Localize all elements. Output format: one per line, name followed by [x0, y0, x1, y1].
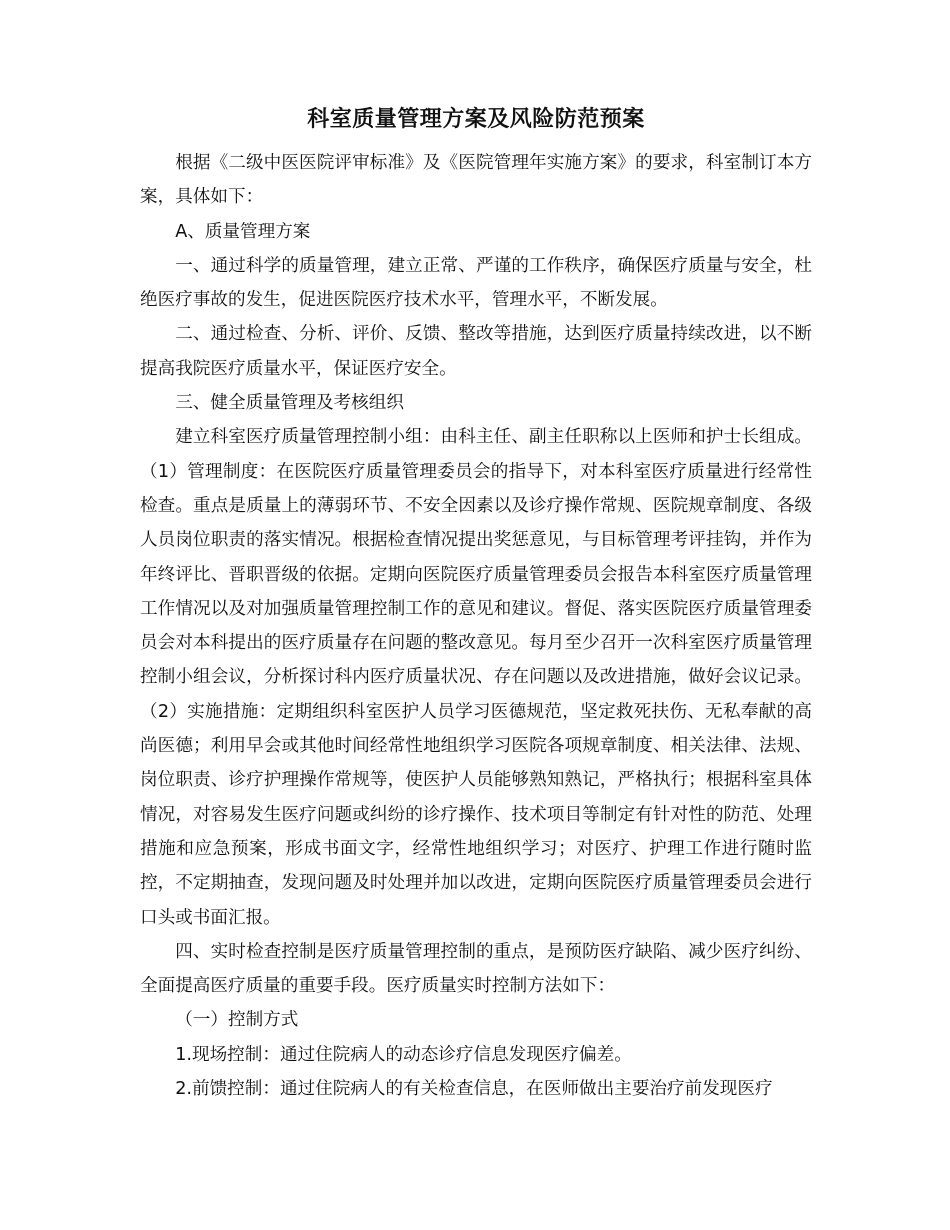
document-body	[140, 146, 812, 1106]
list-item-feedforward-control: 2.前馈控制：通过住院病人的有关检查信息，在医师做出主要治疗前发现医疗	[175, 1079, 773, 1100]
heading-section-3: 三、健全质量管理及考核组织	[175, 393, 404, 414]
heading-control-method: （一）控制方式	[175, 1010, 299, 1031]
paragraph-intro: 根据《二级中医医院评审标准》及《医院管理年实施方案》的要求，科室制订本方案，具体如下：	[140, 153, 812, 208]
paragraph-section-1: 一、通过科学的质量管理，建立正常、严谨的工作秩序，确保医疗质量与安全，杜绝医疗事故的发生，促进医院医疗技术水平，管理水平，不断发展。	[140, 255, 812, 311]
paragraph-section-2: 二、通过检查、分析、评价、反馈、整改等措施，达到医疗质量持续改进，以不断提高我院医疗质量水平，保证医疗安全。	[140, 324, 812, 379]
list-item-onsite-control: 1.现场控制：通过住院病人的动态诊疗信息发现医疗偏差。	[175, 1044, 632, 1065]
document-title: 科室质量管理方案及风险防范预案	[307, 107, 645, 132]
paragraph-control-group: 建立科室医疗质量管理控制小组：由科主任、副主任职称以上医师和护士长组成。（1）管理制度：在医院医疗质量管理委员会的指导下，对本科室医疗质量进行经常性检查。重点是质量上的薄弱环节、不安全因素以及诊疗操作常规、医院规章制度、各级人员岗位职责的落实情况。根据检查情况提出奖惩意见，与目标管理考评挂钩，并作为年终评比、晋职晋级的依据。定期向医院医疗质量管理委员会报告本科室医疗质量管理工作情况以及对加强质量管理控制工作的意见和建议。督促、落实医院医疗质量管理委员会对本科提出的医疗质量存在问题的整改意见。每月至少召开一次科室医疗质量管理控制小组会议，分析探讨科内医疗质量状况、存在问题以及改进措施，做好会议记录。（2）实施措施：定期组织科室医护人员学习医德规范，坚定救死扶伤、无私奉献的高尚医德；利用早会或其他时间经常性地组织学习医院各项规章制度、相关法律、法规、岗位职责、诊疗护理操作常规等，使医护人员能够熟知熟记，严格执行；根据科室具体情况，对容易发生医疗问题或纠纷的诊疗操作、技术项目等制定有针对性的防范、处理措施和应急预案，形成书面文字，经常性地组织学习；对医疗、护理工作进行随时监控，不定期抽查，发现问题及时处理并加以改进，定期向医院医疗质量管理委员会进行口头或书面汇报。	[140, 427, 812, 928]
heading-quality-plan: A、质量管理方案	[175, 221, 311, 242]
paragraph-section-4: 四、实时检查控制是医疗质量管理控制的重点，是预防医疗缺陷、减少医疗纠纷、全面提高医疗质量的重要手段。医疗质量实时控制方法如下：	[140, 941, 812, 997]
